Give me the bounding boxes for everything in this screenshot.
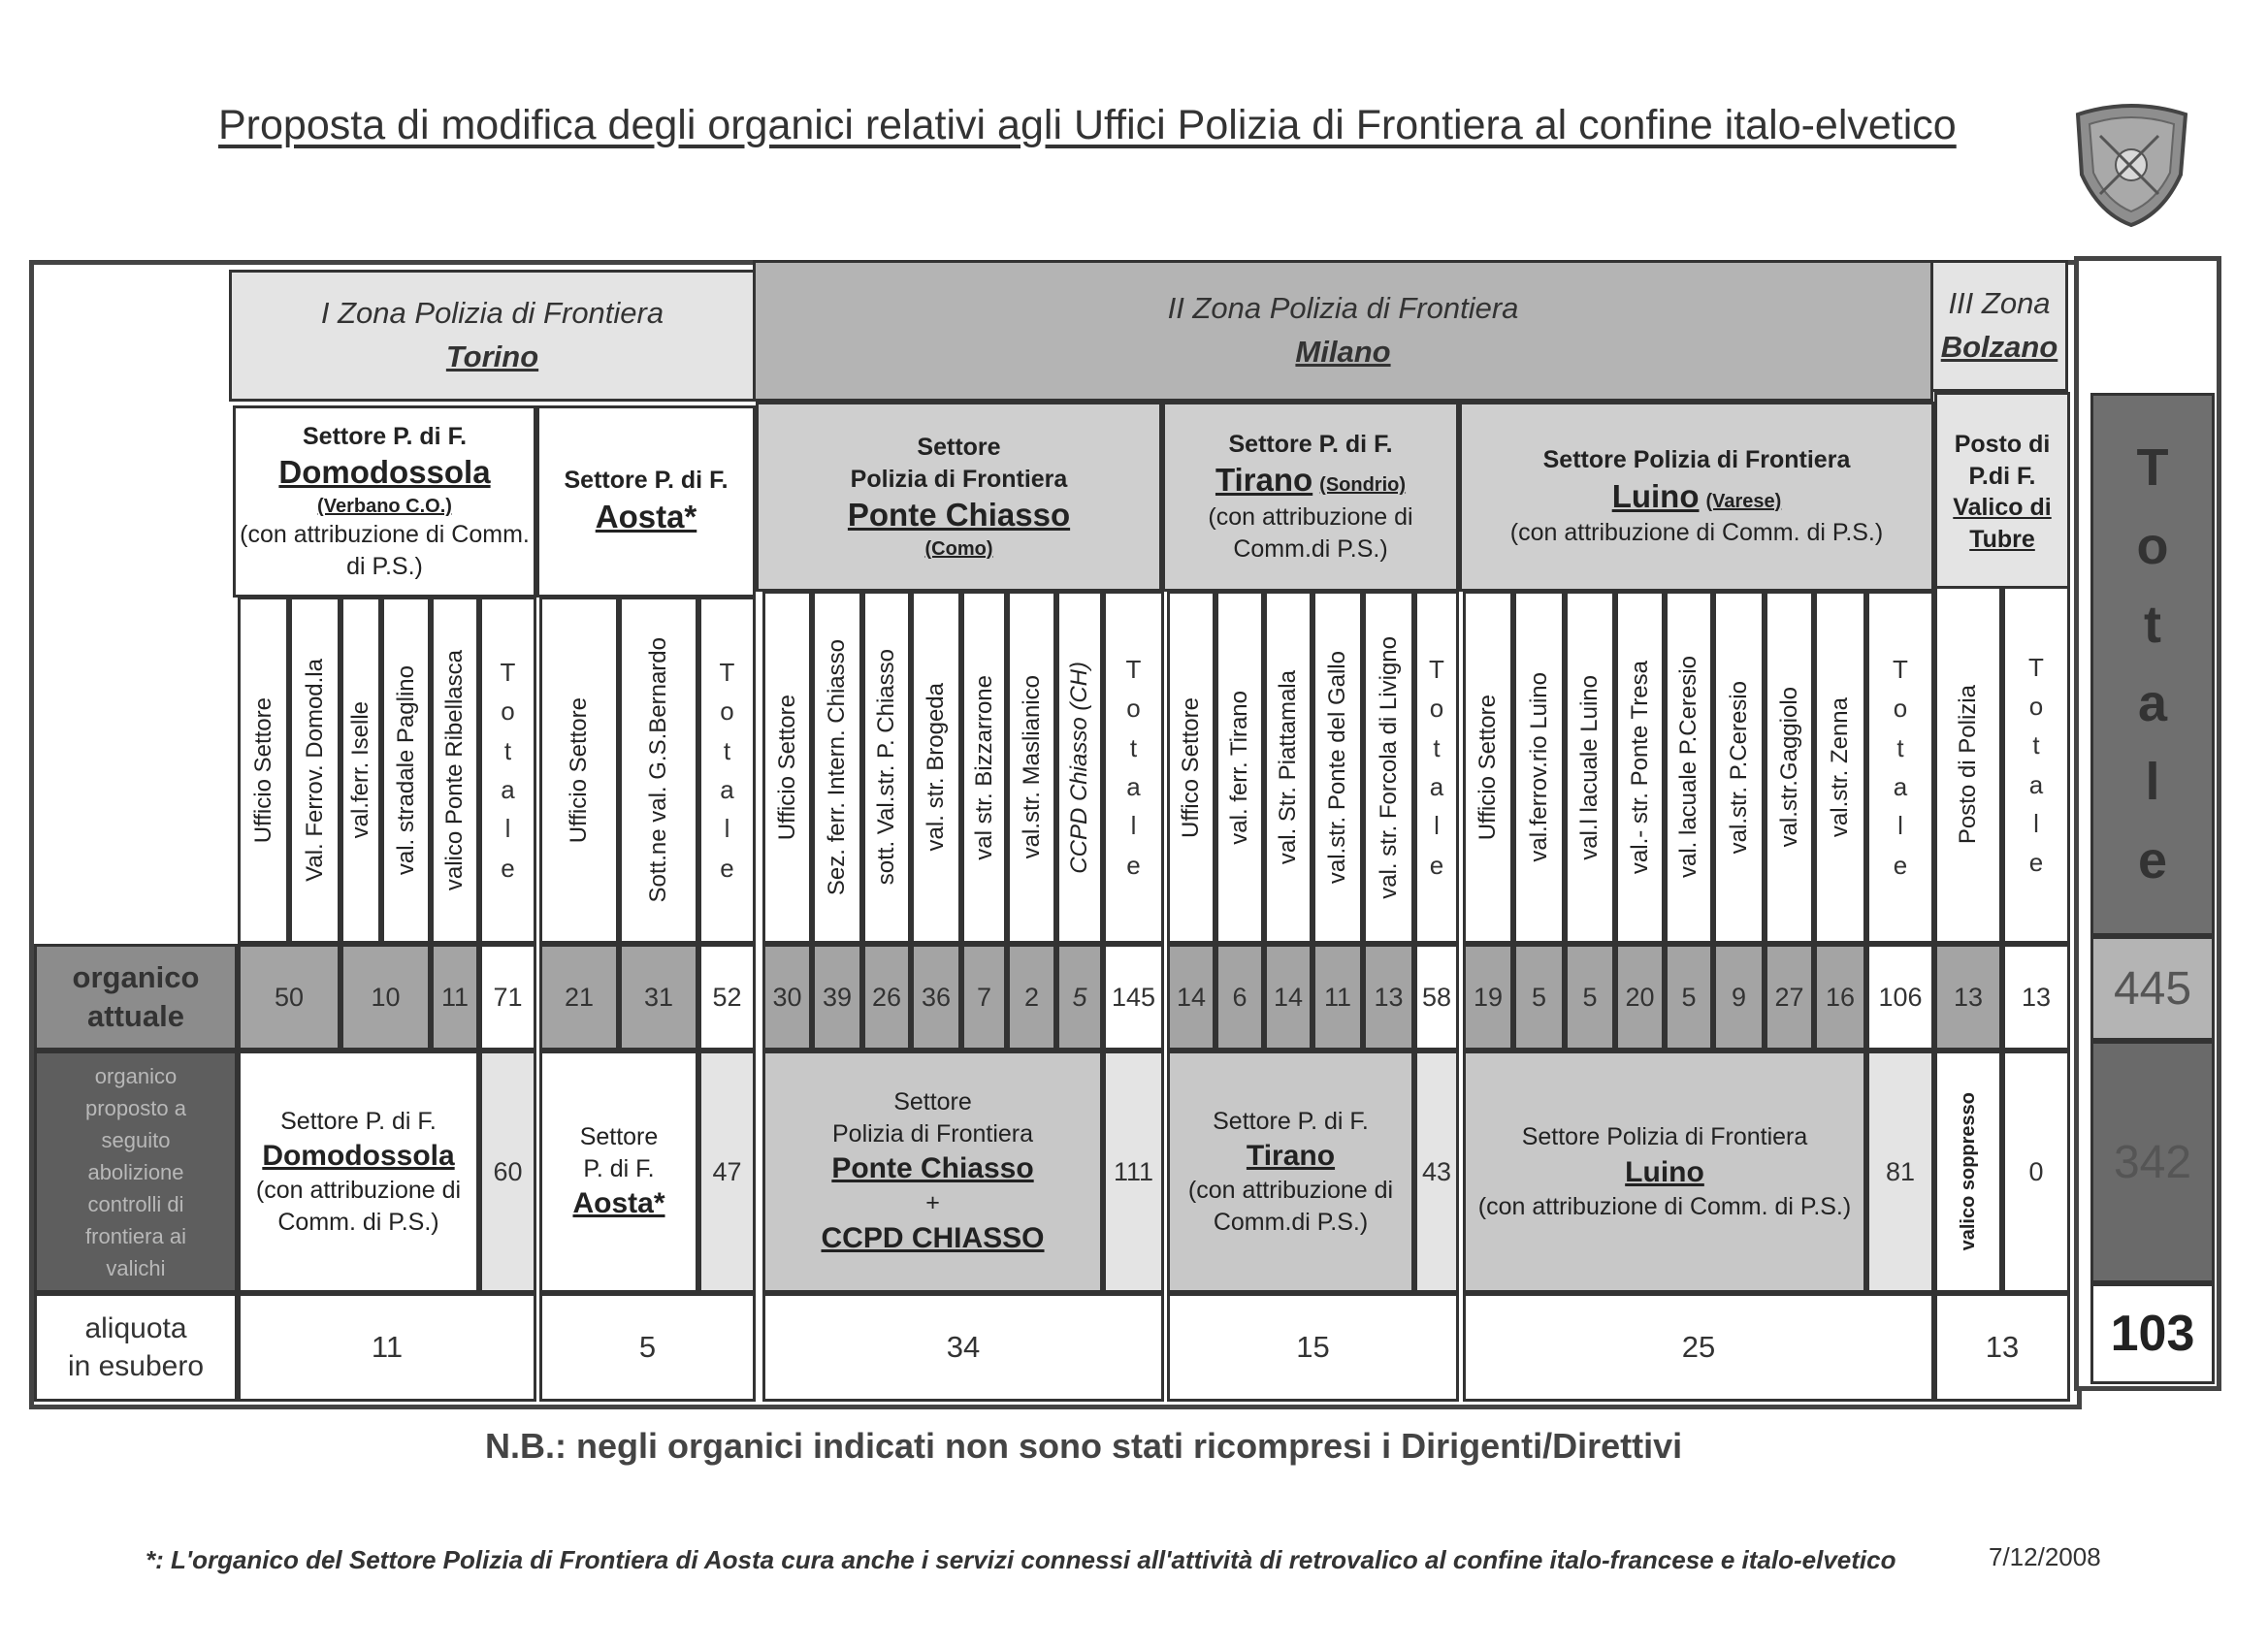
sector-label: Settore Polizia di Frontiera — [1542, 446, 1851, 474]
totale-letter: a — [2028, 769, 2044, 799]
col-header-label: Sott.ne val. G.S.Bernardo — [645, 637, 671, 903]
cell-value: 342 — [2113, 1136, 2192, 1188]
table-cell — [1007, 944, 1056, 1051]
col-header-label: val. stradale Paglino — [392, 664, 419, 876]
sector-name: Domodossola — [278, 454, 491, 491]
proposed-tubre — [1934, 1051, 2002, 1293]
totale-letter: e — [501, 853, 515, 883]
table-cell-total — [1866, 944, 1934, 1051]
footnote: *: L'organico del Settore Polizia di Frontiera di Aosta cura anche i servizi connessi all'attività di retrovalico al confine italo-francese e italo-elvetico — [146, 1545, 1896, 1574]
col-header — [381, 597, 431, 944]
sector-name-2: Tubre — [1969, 525, 2035, 553]
sector-domodossola-header — [233, 405, 536, 598]
sector-name: Ponte Chiasso — [831, 1152, 1034, 1185]
totale-letter: l — [1130, 811, 1137, 841]
totale-letter: l — [1434, 811, 1440, 841]
cell-value: 6 — [1232, 982, 1247, 1012]
valico-soppresso-label: valico soppresso — [1957, 1092, 1979, 1251]
col-header — [911, 591, 961, 944]
cell-value: 26 — [871, 982, 902, 1012]
sector-note: (con attribuzione di Comm. di P.S.) — [255, 1177, 462, 1236]
table-cell — [1363, 944, 1414, 1051]
totale-letter: o — [720, 696, 734, 727]
col-header-label: Uffico Settore — [1178, 696, 1204, 838]
totale-letter: o — [2136, 517, 2169, 575]
totale-letter: a — [2137, 674, 2168, 732]
proposed-luino — [1463, 1051, 1866, 1293]
footer-date: 7/12/2008 — [1989, 1542, 2101, 1571]
sector-province: (Verbano C.O.) — [317, 496, 452, 518]
col-header — [340, 597, 381, 944]
table-cell-total — [479, 1051, 536, 1293]
totale-letter: o — [1126, 694, 1141, 724]
aliquota-ponte-chiasso — [762, 1293, 1164, 1402]
cell-value: 21 — [564, 982, 595, 1012]
totale-letter: l — [724, 814, 730, 844]
row-label-line: valichi — [106, 1255, 166, 1280]
sector-province: (Sondrio) — [1319, 474, 1407, 497]
totale-letter: T — [2136, 438, 2169, 497]
cell-value: 13 — [1985, 1330, 2020, 1364]
cell-value: 9 — [1731, 982, 1747, 1012]
cell-value: 39 — [822, 982, 853, 1012]
page-title: Proposta di modifica degli organici relativi agli Uffici Polizia di Frontiera al confine italo-elvetico — [218, 102, 1957, 148]
zone-3-city: Bolzano — [1940, 330, 2058, 364]
col-header-label: val.str.Gaggiolo — [1775, 687, 1802, 848]
totale-letter: T — [719, 658, 735, 688]
totale-letter: o — [501, 696, 515, 727]
col-header — [1312, 591, 1363, 944]
cell-value: 5 — [638, 1330, 657, 1364]
table-cell — [1264, 944, 1312, 1051]
cell-value: 58 — [1421, 982, 1452, 1012]
totale-letter: l — [504, 814, 511, 844]
zone-3-header — [1930, 260, 2068, 392]
sector-name-2: CCPD CHIASSO — [821, 1221, 1045, 1254]
col-header — [1007, 591, 1056, 944]
col-header-totale — [698, 597, 756, 944]
cell-value: 50 — [274, 982, 305, 1012]
table-cell — [1934, 944, 2002, 1051]
totale-letter: t — [1896, 732, 1904, 762]
cell-value: 52 — [712, 982, 742, 1012]
col-header — [961, 591, 1007, 944]
sector-name: Aosta* — [595, 498, 697, 534]
col-header-totale — [1866, 591, 1934, 944]
table-cell — [340, 944, 431, 1051]
col-header-label: val str. Bizzarrone — [970, 674, 997, 860]
totale-letter: a — [1126, 772, 1141, 801]
row-label-line: controlli di — [87, 1191, 184, 1216]
cell-value: 111 — [1113, 1156, 1154, 1186]
totale-letter: l — [2145, 753, 2160, 811]
row-label-line: proposto a — [85, 1095, 186, 1120]
sector-label: Settore P. di F. — [1228, 430, 1393, 458]
col-header-label: Ufficio Settore — [1474, 694, 1501, 841]
totale-letter: T — [500, 658, 516, 688]
cell-value: 30 — [772, 982, 802, 1012]
col-header-label: sott. Val.str. P. Chiasso — [873, 649, 899, 886]
table-cell — [1713, 944, 1765, 1051]
totale-letter: e — [2028, 848, 2044, 878]
cell-value: 11 — [371, 1330, 404, 1364]
sector-luino-header — [1459, 402, 1934, 592]
col-header-totale — [1414, 591, 1459, 944]
cell-value: 5 — [1531, 982, 1547, 1012]
sector-label-2: Polizia di Frontiera — [831, 1119, 1034, 1148]
zone-1-city: Torino — [445, 340, 539, 373]
cell-value: 13 — [2021, 982, 2052, 1012]
sector-label: Settore — [893, 1088, 972, 1116]
col-header-label: val.str. P.Ceresio — [1725, 680, 1752, 855]
col-header — [1713, 591, 1765, 944]
table-cell — [1565, 944, 1615, 1051]
totale-letter: e — [720, 853, 734, 883]
table-cell — [1215, 944, 1264, 1051]
zone-1-label: I Zona Polizia di Frontiera — [320, 296, 664, 331]
grand-total-header — [2090, 393, 2215, 936]
totale-letter: T — [2028, 652, 2044, 682]
sector-label: Settore P. di F. — [280, 1107, 437, 1135]
sector-label-2: P.di F. — [1968, 462, 2036, 490]
totale-letter: T — [1125, 655, 1142, 685]
cell-value: 14 — [1273, 982, 1304, 1012]
plus-sign: + — [925, 1189, 940, 1217]
sector-label-2: P. di F. — [583, 1154, 655, 1182]
table-cell — [539, 944, 619, 1051]
col-header — [1814, 591, 1866, 944]
row-label-line: aliquota — [84, 1312, 187, 1344]
table-cell — [862, 944, 911, 1051]
col-header-label: val.str. Ponte del Gallo — [1324, 650, 1350, 885]
proposed-domodossola — [238, 1051, 479, 1293]
col-header-label: val. ferr. Tirano — [1226, 690, 1252, 845]
grand-total-aliquota — [2090, 1283, 2215, 1384]
row-label-line: organico — [94, 1063, 178, 1088]
totale-letter: a — [1893, 772, 1908, 801]
cell-value: 13 — [1953, 982, 1984, 1012]
sector-ponte-chiasso-header — [756, 402, 1162, 592]
cell-value: 145 — [1111, 982, 1156, 1012]
cell-value: 5 — [1072, 982, 1087, 1012]
sector-label: Settore — [579, 1123, 659, 1150]
col-header — [1167, 591, 1215, 944]
proposed-aosta — [539, 1051, 698, 1293]
totale-letter: T — [1893, 655, 1908, 685]
col-header-label: val.ferrov.rio Luino — [1525, 672, 1552, 862]
aliquota-aosta — [539, 1293, 756, 1402]
cell-value: 60 — [493, 1156, 523, 1186]
col-header — [431, 597, 479, 944]
zone-2-label: II Zona Polizia di Frontiera — [1167, 291, 1519, 326]
row-label-line: abolizione — [87, 1159, 184, 1184]
table-cell — [1463, 944, 1513, 1051]
sector-tubre-header — [1934, 392, 2070, 592]
col-header — [1215, 591, 1264, 944]
col-header — [862, 591, 911, 944]
cell-value: 5 — [1582, 982, 1598, 1012]
sector-label: Settore Polizia di Frontiera — [1521, 1123, 1808, 1150]
totale-letter: e — [1126, 850, 1141, 880]
cell-value: 34 — [946, 1330, 981, 1364]
cell-value: 36 — [921, 982, 952, 1012]
cell-value: 27 — [1774, 982, 1804, 1012]
sector-note: (con attribuzione di Comm. di P.S.) — [240, 521, 530, 580]
nb-note: N.B.: negli organici indicati non sono stati ricompresi i Dirigenti/Direttivi — [485, 1426, 1683, 1466]
sector-name: Valico di — [1953, 494, 2052, 521]
proposed-tirano — [1167, 1051, 1414, 1293]
zone-2-city: Milano — [1295, 335, 1391, 369]
table-cell — [1814, 944, 1866, 1051]
totale-letter: T — [1429, 655, 1444, 685]
sector-label: Settore P. di F. — [564, 467, 729, 495]
table-cell — [762, 944, 812, 1051]
sector-name: Luino — [1611, 477, 1700, 514]
col-header — [289, 597, 340, 944]
cell-value: 20 — [1625, 982, 1655, 1012]
table-cell — [1056, 944, 1103, 1051]
row-label-line: in esubero — [67, 1350, 205, 1382]
col-header-label: val. lacuale P.Ceresio — [1675, 656, 1701, 879]
col-header-label: val. str. Forcola di Livigno — [1375, 635, 1402, 899]
sector-label: Posto di — [1954, 431, 2051, 458]
totale-letter: t — [1129, 732, 1138, 762]
table-cell-total — [479, 944, 536, 1051]
row-label-line: attuale — [87, 999, 184, 1033]
sector-label: Settore — [917, 434, 1001, 462]
col-header — [1056, 591, 1103, 944]
zone-2-header — [753, 260, 1933, 402]
totale-letter: e — [1893, 850, 1908, 880]
col-header-label: val. str. Brogeda — [923, 683, 949, 852]
cell-value: 2 — [1023, 982, 1040, 1012]
sector-name: Ponte Chiasso — [847, 497, 1071, 534]
col-header — [1363, 591, 1414, 944]
col-header — [812, 591, 862, 944]
sector-note: (con attribuzione di Comm.di P.S.) — [1208, 503, 1413, 563]
col-header — [1765, 591, 1814, 944]
sector-province: (Como) — [924, 537, 993, 560]
totale-letter: t — [2144, 596, 2161, 654]
totale-letter: t — [2032, 730, 2040, 760]
table-cell — [1765, 944, 1814, 1051]
cell-value: 11 — [1323, 982, 1352, 1012]
col-header-label: val. Str. Piattamala — [1275, 669, 1301, 865]
row-label-line: seguito — [101, 1127, 171, 1152]
table-cell — [911, 944, 961, 1051]
cell-value: 16 — [1825, 982, 1856, 1012]
totale-letter: a — [501, 775, 515, 804]
sector-province: (Varese) — [1705, 490, 1782, 512]
table-cell — [812, 944, 862, 1051]
col-header — [1513, 591, 1565, 944]
row-label-organico-proposto — [34, 1051, 238, 1293]
grand-total-organico-proposto — [2090, 1041, 2215, 1283]
cell-value: 71 — [493, 982, 523, 1012]
col-header-label: Posto di Polizia — [1955, 685, 1981, 845]
col-header — [1665, 591, 1713, 944]
table-cell — [1615, 944, 1665, 1051]
totale-letter: e — [1429, 850, 1444, 880]
cell-value: 13 — [1374, 982, 1404, 1012]
proposed-ponte-chiasso — [762, 1051, 1103, 1293]
table-cell-total — [1414, 944, 1459, 1051]
col-header-label: Ufficio Settore — [566, 696, 592, 844]
totale-letter: l — [2033, 808, 2039, 838]
col-header-label: Sez. ferr. Intern. Chiasso — [824, 638, 850, 896]
grand-total-organico-attuale — [2090, 936, 2215, 1041]
totale-letter: e — [2137, 831, 2168, 889]
table-cell-total — [1866, 1051, 1934, 1293]
sector-tirano-header — [1162, 402, 1459, 592]
col-header — [1264, 591, 1312, 944]
row-label-line: frontiera ai — [85, 1223, 186, 1248]
cell-value: 445 — [2113, 962, 2192, 1015]
sector-note: (con attribuzione di Comm. di P.S.) — [1509, 519, 1884, 547]
row-label-line: organico — [72, 959, 200, 994]
table-cell — [1665, 944, 1713, 1051]
table-cell-total — [2002, 1051, 2070, 1293]
table-cell — [619, 944, 698, 1051]
aliquota-luino — [1463, 1293, 1934, 1402]
col-header-label: val.l lacuale Luino — [1576, 674, 1603, 860]
sector-name: Tirano — [1215, 462, 1313, 499]
col-header-totale — [2002, 586, 2070, 944]
col-header-totale — [479, 597, 536, 944]
col-header-label: val.str. Maslianico — [1018, 675, 1045, 859]
table-cell-total — [698, 1051, 756, 1293]
totale-letter: t — [1433, 732, 1441, 762]
cell-value: 11 — [440, 982, 470, 1012]
sector-label-2: Polizia di Frontiera — [850, 465, 1068, 493]
totale-letter: o — [1893, 694, 1908, 724]
table-cell-total — [2002, 944, 2070, 1051]
sector-note: (con attribuzione di Comm. di P.S.) — [1477, 1192, 1852, 1220]
sector-note: (con attribuzione di Comm.di P.S.) — [1187, 1177, 1394, 1236]
sector-name: Tirano — [1246, 1140, 1336, 1173]
col-header — [238, 597, 289, 944]
zone-1-header — [229, 270, 756, 402]
sector-aosta-header — [536, 405, 756, 598]
table-cell — [1513, 944, 1565, 1051]
col-header — [1615, 591, 1665, 944]
col-header-label: Ufficio Settore — [249, 696, 276, 844]
table-cell-total — [1414, 1051, 1459, 1293]
table-cell — [961, 944, 1007, 1051]
cell-value: 25 — [1681, 1330, 1716, 1364]
col-header-totale — [1103, 591, 1164, 944]
cell-value: 5 — [1681, 982, 1697, 1012]
table-cell — [1167, 944, 1215, 1051]
col-header-label: CCPD Chiasso (CH) — [1066, 661, 1092, 874]
totale-letter: a — [1429, 772, 1444, 801]
sector-name: Luino — [1625, 1155, 1704, 1188]
cell-value: 106 — [1878, 982, 1923, 1012]
cell-value: 10 — [371, 982, 401, 1012]
table-cell-total — [698, 944, 756, 1051]
totale-letter: t — [723, 735, 731, 765]
sector-label: Settore P. di F. — [302, 422, 468, 450]
cell-value: 14 — [1176, 982, 1207, 1012]
col-header — [762, 591, 812, 944]
table-cell — [1312, 944, 1363, 1051]
row-label-aliquota — [34, 1293, 238, 1402]
totale-letter: a — [720, 775, 734, 804]
aliquota-domodossola — [238, 1293, 536, 1402]
sector-name: Domodossola — [262, 1140, 455, 1173]
cell-value: 19 — [1473, 982, 1504, 1012]
table-cell-total — [1103, 944, 1164, 1051]
table-cell — [238, 944, 340, 1051]
sector-label: Settore P. di F. — [1213, 1107, 1369, 1135]
cell-value: 31 — [643, 982, 674, 1012]
table-cell — [431, 944, 479, 1051]
col-header-label: Val. Ferrov. Domod.la — [301, 659, 328, 882]
col-header — [1463, 591, 1513, 944]
totale-letter: o — [1429, 694, 1444, 724]
col-header-label: val.str. Zenna — [1827, 696, 1853, 838]
totale-letter: l — [1897, 811, 1903, 841]
cell-value: 43 — [1421, 1156, 1452, 1186]
col-header-label: valico Ponte Ribellasca — [441, 649, 468, 891]
aliquota-tirano — [1167, 1293, 1459, 1402]
cell-value: 7 — [976, 982, 992, 1012]
col-header — [539, 597, 619, 944]
row-label-organico-attuale — [34, 944, 238, 1051]
police-emblem-icon — [2066, 97, 2197, 228]
sector-name: Aosta* — [572, 1187, 665, 1219]
table-cell-total — [1103, 1051, 1164, 1293]
col-header — [619, 597, 698, 944]
totale-letter: o — [2028, 691, 2044, 721]
col-header-label: Ufficio Settore — [773, 694, 800, 841]
col-header — [1565, 591, 1615, 944]
col-header-label: val.ferr. Iselle — [347, 701, 373, 839]
cell-value: 0 — [2028, 1156, 2044, 1186]
cell-value: 81 — [1885, 1156, 1916, 1186]
col-header-label: val.- str. Ponte Tresa — [1626, 660, 1653, 875]
cell-value: 47 — [712, 1156, 742, 1186]
col-header — [1934, 586, 2002, 944]
cell-value: 15 — [1296, 1330, 1330, 1364]
aliquota-tubre — [1934, 1293, 2070, 1402]
zone-3-label: III Zona — [1948, 286, 2051, 321]
totale-letter: t — [503, 735, 512, 765]
cell-value: 103 — [2110, 1306, 2195, 1362]
